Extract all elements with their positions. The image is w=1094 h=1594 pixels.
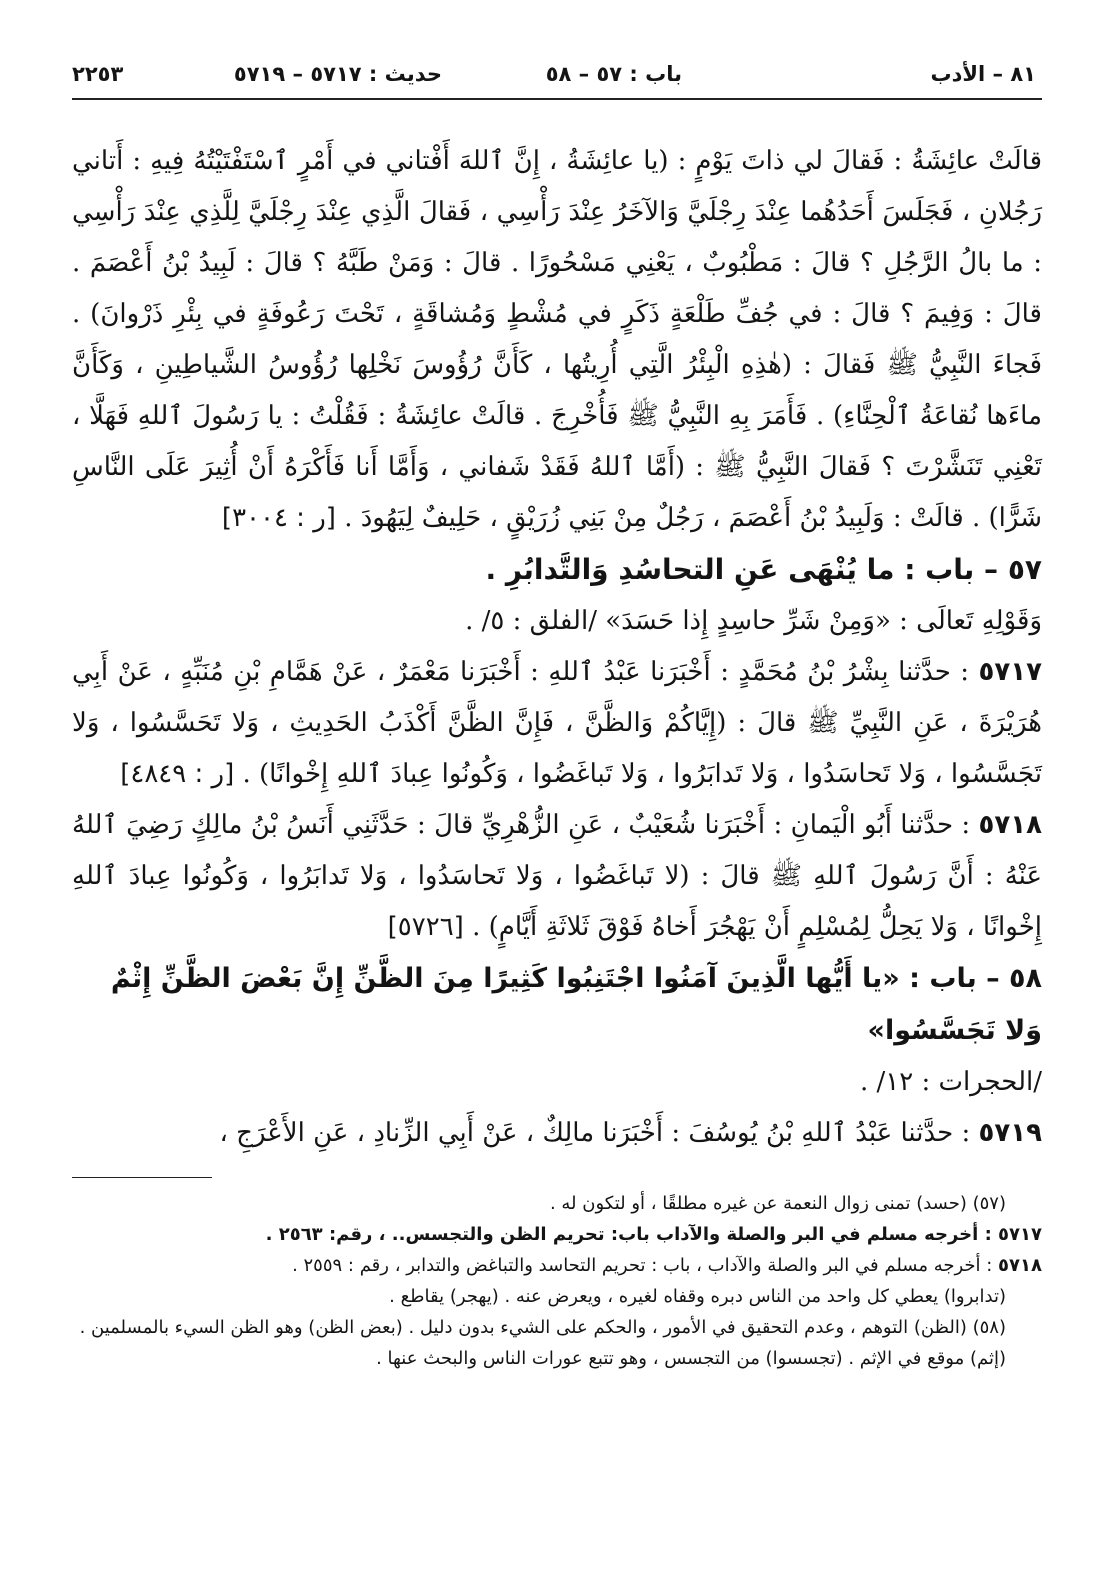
hadith-5717 — [72, 647, 1042, 800]
main-text — [72, 136, 1042, 1159]
hadith-text: : حدَّثنا أَبُو الْيَمانِ : أَخْبَرَنا شُعَيْبٌ ، عَنِ الزُّهْرِيِّ قالَ : حَدَّثَنِي أَنَسُ بْنُ مالِكٍ رَضِيَ ٱللهُ عَنْهُ : أَنَّ رَسُولَ ٱللهِ ﷺ قالَ : (لا تَباغَضُوا ، وَلا تَحاسَدُوا ، وَلا تَدابَرُوا ، وَكُونُوا عِبادَ ٱللهِ إِخْوانًا ، وَلا يَحِلُّ لِمُسْلِمٍ أَنْ يَهْجُرَ أَخاهُ فَوْقَ ثَلاثَةِ أَيَّامٍ) . — [72, 810, 1042, 942]
footnote-number: ٥٧١٧ — [998, 1224, 1042, 1245]
hadith-text: : حدَّثنا بِشْرُ بْنُ مُحَمَّدٍ : أَخْبَرَنا عَبْدُ ٱللهِ : أَخْبَرَنا مَعْمَرٌ ، عَنْ هَمَّامِ بْنِ مُنَبِّهٍ ، عَنْ أَبِي هُرَيْرَةَ ، عَنِ النَّبِيِّ ﷺ قالَ : (إِيَّاكُمْ وَالظَّنَّ ، فَإِنَّ الظَّنَّ أَكْذَبُ الحَدِيثِ ، وَلا تَحَسَّسُوا ، وَلا تَجَسَّسُوا ، وَلا تَحاسَدُوا ، وَلا تَدابَرُوا ، وَلا تَباغَضُوا ، وَكُونُوا عِبادَ ٱللهِ إِخْوانًا) . — [72, 657, 1042, 789]
cross-reference: [٥٧٢٦] — [387, 912, 464, 942]
hadith-text: : حدَّثنا عَبْدُ ٱللهِ بْنُ يُوسُفَ : أَخْبَرَنا مالِكٌ ، عَنْ أَبِي الزِّنادِ ، عَنِ الأَعْرَجِ ، — [219, 1118, 979, 1148]
footnote-text: : أخرجه مسلم في البر والصلة والآداب ، باب : تحريم التحاسد والتباغض والتدابر ، رقم : ٢٥٥٩ . — [292, 1255, 999, 1276]
cross-reference: [ر : ٤٨٤٩] — [120, 759, 235, 789]
footnote-5718-gloss: (تدابروا) يعطي كل واحد من الناس دبره وقفاه لغيره ، ويعرض عنه . (يهجر) يقاطع . — [389, 1286, 1006, 1307]
bab-57-verse: وَقَوْلِهِ تَعالَى : «وَمِنْ شَرِّ حاسِدٍ إِذا حَسَدَ» /الفلق : ٥/ . — [465, 606, 1042, 636]
hadith-continuation — [72, 136, 1042, 544]
footnote-text: : أخرجه مسلم في البر والصلة والآداب باب: تحريم الظن والتجسس.. ، رقم: ٢٥٦٣ . — [265, 1224, 999, 1245]
footnote-58: (٥٨) (الظن) التوهم ، وعدم التحقيق في الأمور ، والحكم على الشيء بدون دليل . (بعض الظن) وهو الظن السيء بالمسلمين . (إثم) موقع في الإثم . (تجسسوا) من التجسس ، وهو تتبع عورات الناس والبحث عنها . — [79, 1317, 1006, 1369]
bab-58-verse-ref: /الحجرات : ١٢/ . — [859, 1067, 1042, 1097]
footnote-number: ٥٧١٨ — [998, 1255, 1042, 1276]
header-page-number: ٢٢٥٣ — [72, 62, 124, 86]
hadith-number: ٥٧١٧ — [978, 657, 1042, 687]
running-header — [72, 50, 1042, 100]
hadith-5719 — [72, 1108, 1042, 1159]
footnote-5718 — [72, 1250, 1042, 1281]
hadith-number: ٥٧١٩ — [978, 1118, 1042, 1148]
footnote-5717 — [72, 1219, 1042, 1250]
cross-reference: [ر : ٣٠٠٤] — [221, 503, 336, 533]
hadith-5718 — [72, 800, 1042, 953]
footnotes — [72, 1188, 1042, 1374]
header-bab-range: باب : ٥٧ – ٥٨ — [545, 62, 682, 86]
footnote-57: (٥٧) (حسد) تمنى زوال النعمة عن غيره مطلقًا ، أو لتكون له . — [549, 1193, 1006, 1214]
bab-58-title: ٥٨ – باب : «يا أَيُّها الَّذِينَ آمَنُوا اجْتَنِبُوا كَثِيرًا مِنَ الظَّنِّ إِنَّ بَعْضَ الظَّنِّ إِثْمٌ وَلا تَجَسَّسُوا» — [110, 963, 1042, 1046]
footnote-divider — [72, 1177, 212, 1178]
header-chapter: ٨١ – الأدب — [930, 62, 1036, 86]
hadith-continuation-text: قالَتْ عائِشَةُ : فَقالَ لي ذاتَ يَوْمٍ : (يا عائِشَةُ ، إِنَّ ٱللهَ أَفْتاني في أَمْرٍ ٱسْتَفْتَيْتُهُ فِيهِ : أَتاني رَجُلانِ ، فَجَلَسَ أَحَدُهُما عِنْدَ رِجْلَيَّ وَالآخَرُ عِنْدَ رَأْسِي ، فَقالَ الَّذِي عِنْدَ رِجْلَيَّ لِلَّذِي عِنْدَ رَأْسِي : ما بالُ الرَّجُلِ ؟ قالَ : مَطْبُوبٌ ، يَعْنِي مَسْحُورًا . قالَ : وَمَنْ طَبَّهُ ؟ قالَ : لَبِيدُ بْنُ أَعْصَمَ . قالَ : وَفِيمَ ؟ قالَ : في جُفِّ طَلْعَةٍ ذَكَرٍ في مُشْطٍ وَمُشاقَةٍ ، تَحْتَ رَعُوفَةٍ في بِئْرِ ذَرْوانَ) . فَجاءَ النَّبِيُّ ﷺ فَقالَ : (هٰذِهِ الْبِئْرُ الَّتِي أُرِيتُها ، كَأَنَّ رُؤُوسَ نَخْلِها رُؤُوسُ الشَّياطِينِ ، وَكَأَنَّ ماءَها نُقاعَةُ ٱلْحِنَّاءِ) . فَأَمَرَ بِهِ النَّبِيُّ ﷺ فَأُخْرِجَ . قالَتْ عائِشَةُ : فَقُلْتُ : يا رَسُولَ ٱللهِ فَهَلَّا ، تَعْنِي تَنَشَّرْتَ ؟ فَقالَ النَّبِيُّ ﷺ : (أَمَّا ٱللهُ فَقَدْ شَفاني ، وَأَمَّا أَنا فَأَكْرَهُ أَنْ أُثِيرَ عَلَى النَّاسِ شَرًّا) . قالَتْ : وَلَبِيدُ بْنُ أَعْصَمَ ، رَجُلٌ مِنْ بَنِي زُرَيْقٍ ، حَلِيفٌ لِيَهُودَ . — [72, 146, 1042, 533]
hadith-number: ٥٧١٨ — [978, 810, 1042, 840]
bab-57-title: ٥٧ – باب : ما يُنْهَى عَنِ التحاسُدِ وَالتَّدابُرِ . — [485, 553, 1042, 586]
header-hadith-range: حديث : ٥٧١٧ – ٥٧١٩ — [233, 62, 442, 86]
book-page — [72, 50, 1042, 1550]
